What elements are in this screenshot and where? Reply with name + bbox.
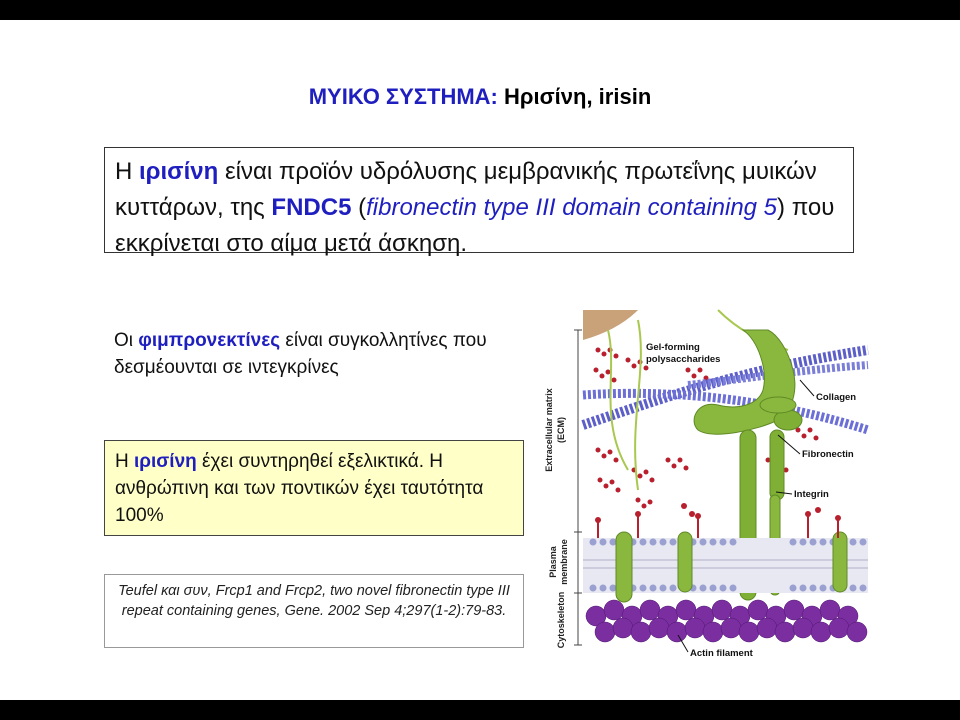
box1-text-1: Η	[115, 158, 139, 185]
box1-irisin: ιρισίνη	[139, 158, 219, 185]
citation-box: Teufel και συν, Frcp1 and Frcp2, two novel fibronectin type III repeat containing genes, Gene. 2002 Sep 4;297(1-2):79-83.	[104, 574, 524, 648]
box1-fndc5: FNDC5	[271, 194, 352, 221]
title-rest: Ηρισίνη, irisin	[504, 84, 652, 109]
label-gel-forming: Gel-forming	[646, 342, 700, 353]
box2-irisin: ιρισίνη	[134, 451, 197, 472]
label-plasma: Plasma	[548, 546, 558, 578]
label-actin-filament: Actin filament	[690, 648, 753, 659]
box1-text-4: ) που εκκρίνεται στο αίμα μετά άσκηση.	[115, 194, 835, 257]
box1-fndc5-fullname: fibronectin type III domain containing 5	[366, 194, 778, 221]
slide-title	[0, 84, 960, 110]
fibronectin-text	[114, 327, 534, 381]
label-ecm: Extracellular matrix	[544, 388, 554, 472]
title-prefix: ΜΥΙΚΟ ΣΥΣΤΗΜΑ:	[308, 84, 498, 109]
label-collagen: Collagen	[816, 392, 857, 403]
conservation-box	[104, 440, 524, 536]
text2-part-1: Οι	[114, 330, 139, 351]
box2-text-2: έχει συντηρηθεί εξελικτικά. Η ανθρώπινη και των ποντικών έχει ταυτότητα 100%	[115, 451, 484, 526]
irisin-definition-box	[104, 147, 854, 257]
ecm-diagram	[538, 310, 868, 659]
label-integrin: Integrin	[794, 489, 829, 500]
box1-text-3: (	[351, 194, 367, 221]
label-membrane: membrane	[559, 539, 569, 585]
label-cytoskeleton: Cytoskeleton	[556, 591, 566, 649]
label-ecm-abbr: (ECM)	[556, 417, 566, 443]
label-fibronectin: Fibronectin	[802, 449, 854, 460]
box2-text-1: Η	[115, 451, 134, 472]
text2-part-2: είναι συγκολλητίνες που δεσμέουνται σε ιντεγκρίνες	[114, 330, 487, 378]
text2-fibronectins: φιμπρονεκτίνες	[138, 330, 281, 351]
label-polysaccharides: polysaccharides	[646, 354, 721, 365]
slide	[0, 20, 960, 700]
box1-text-2: είναι προϊόν υδρόλυσης μεμβρανικής πρωτεΐνης μυικών κυττάρων, της	[115, 158, 817, 221]
